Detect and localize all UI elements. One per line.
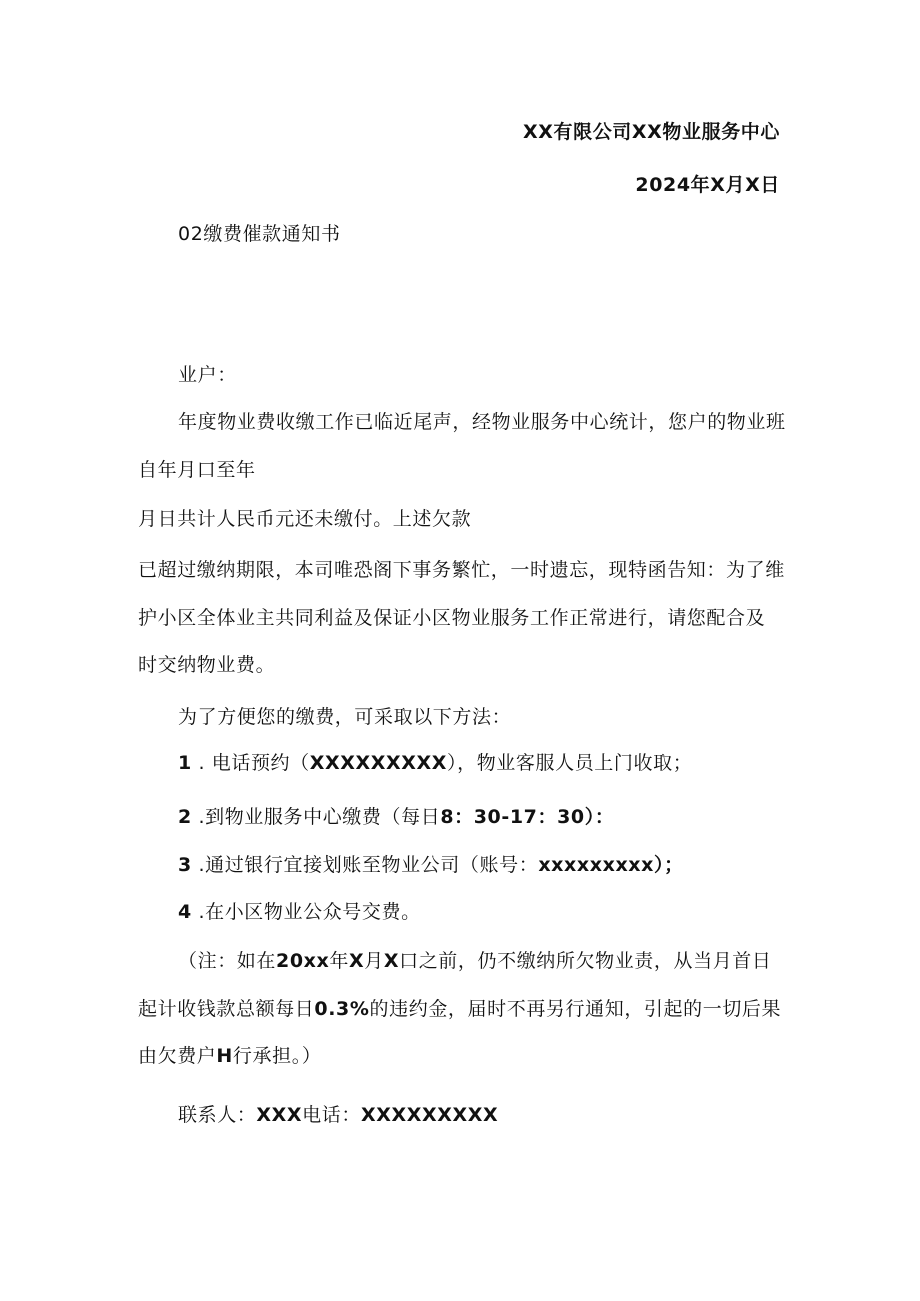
paragraph-1-line-5: 护小区全体业主共同利益及保证小区物业服务工作正常进行，请您配合及 bbox=[138, 607, 766, 629]
penalty-rate: 0.3% bbox=[314, 998, 370, 1020]
method-item bbox=[178, 899, 421, 925]
company-name: XX有限公司XX物业服务中心 bbox=[523, 121, 780, 143]
method-number: 4 bbox=[178, 901, 192, 923]
office-hours: 8：30-17：30）： bbox=[440, 806, 615, 828]
contact-label: 联系人： bbox=[178, 1104, 257, 1126]
note-year: 20xx bbox=[276, 950, 330, 972]
paragraph-1-line-3: 月日共计人民币元还未缴付。上述欠款 bbox=[138, 508, 472, 530]
method-text: . 电话预约（ bbox=[191, 752, 310, 774]
note-text: （注：如在 bbox=[178, 950, 277, 972]
methods-intro: 为了方便您的缴费，可采取以下方法： bbox=[178, 706, 512, 728]
note-text: 月 bbox=[364, 950, 384, 972]
method-text: .通过银行宜接划账至物业公司（账号： bbox=[191, 854, 539, 876]
note-text: 由欠费户 bbox=[138, 1045, 217, 1067]
contact-line bbox=[178, 1102, 498, 1128]
method-item bbox=[178, 804, 614, 830]
paragraph-1-line-6: 时交纳物业费。 bbox=[138, 654, 276, 676]
method-text: ），物业客服人员上门收取； bbox=[447, 752, 693, 774]
note-text: 行承担。） bbox=[232, 1045, 322, 1067]
note-letter: H bbox=[216, 1045, 233, 1067]
phone-label: 电话： bbox=[302, 1104, 361, 1126]
issue-date: 2024年X月X日 bbox=[635, 174, 780, 196]
note-text: 口之前，仍不缴纳所欠物业责，从当月首日 bbox=[399, 950, 772, 972]
note-day: X bbox=[383, 950, 400, 972]
paragraph-1-line-2: 自年月口至年 bbox=[138, 459, 256, 481]
salutation: 业户： bbox=[178, 364, 237, 386]
phone-number: XXXXXXXXX bbox=[309, 752, 447, 774]
method-item bbox=[178, 852, 684, 878]
method-item bbox=[178, 750, 692, 776]
note-line-2 bbox=[138, 996, 781, 1022]
paragraph-1-line-1: 年度物业费收缴工作已临近尾声，经物业服务中心统计，您户的物业班 bbox=[178, 411, 786, 433]
method-text: .到物业服务中心缴费（每日 bbox=[191, 806, 441, 828]
note-line-1 bbox=[178, 948, 772, 974]
method-number: 2 bbox=[178, 806, 192, 828]
paragraph-1-line-4: 已超过缴纳期限，本司唯恐阁下事务繁忙，一时遗忘，现特函告知：为了维 bbox=[138, 559, 785, 581]
document-title: 02缴费催款通知书 bbox=[178, 223, 341, 245]
note-line-3 bbox=[138, 1043, 321, 1069]
method-text: .在小区物业公众号交费。 bbox=[191, 901, 421, 923]
method-number: 3 bbox=[178, 854, 192, 876]
note-text: 的违约金，届时不再另行通知，引起的一切后果 bbox=[369, 998, 782, 1020]
note-text: 起计收钱款总额每日 bbox=[138, 998, 315, 1020]
note-month: X bbox=[348, 950, 365, 972]
note-text: 年 bbox=[329, 950, 349, 972]
method-number: 1 bbox=[178, 752, 192, 774]
account-number: xxxxxxxxx）； bbox=[538, 854, 684, 876]
contact-phone: XXXXXXXXX bbox=[360, 1104, 499, 1126]
contact-name: XXX bbox=[256, 1104, 303, 1126]
